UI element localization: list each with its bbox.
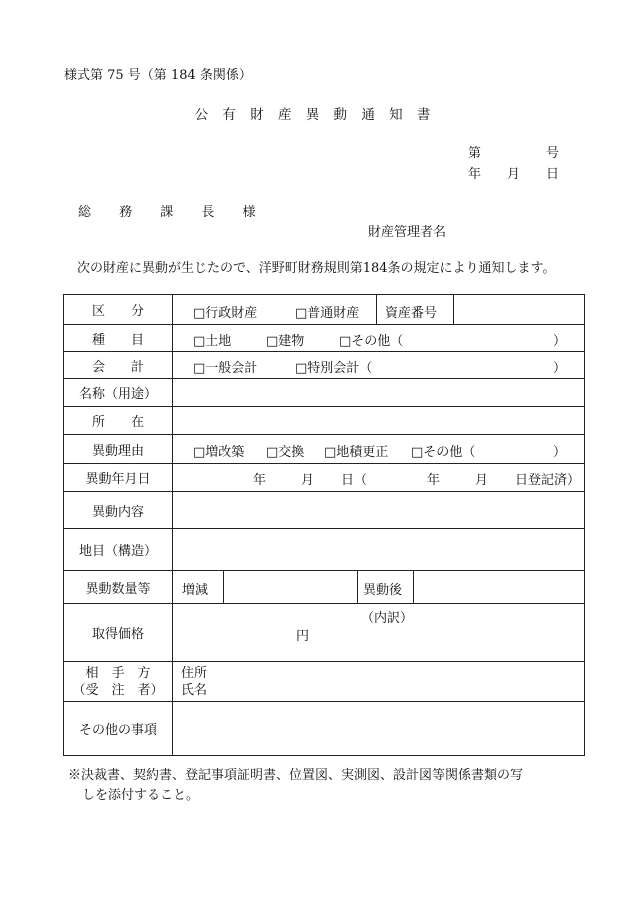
location-field[interactable]: [173, 407, 585, 435]
after-change-field[interactable]: [419, 573, 579, 601]
attachment-note-line2: しを添付すること。: [82, 788, 200, 803]
row-sonota: [64, 702, 585, 756]
breakdown-label: （内訳）: [361, 611, 414, 626]
label-kubun: 区 分: [64, 295, 173, 325]
attachment-note: [68, 766, 523, 806]
increase-decrease-field[interactable]: [229, 573, 351, 601]
document-number-line: 第 号: [468, 146, 560, 161]
row-naiyo: [64, 492, 585, 529]
checkbox-area-correction[interactable]: □地積更正: [324, 445, 389, 460]
date-day-label: 日（: [341, 473, 368, 488]
checkbox-general-property[interactable]: □普通財産: [295, 306, 360, 321]
counterparty-name-label: 氏名: [181, 682, 208, 698]
label-meisho: 名称（用途）: [64, 379, 173, 407]
counterparty-address-label: 住所: [181, 665, 208, 681]
document-title: 公 有 財 産 異 動 通 知 書: [194, 107, 436, 123]
row-meisho: [64, 379, 585, 407]
label-naiyo: 異動内容: [64, 492, 173, 529]
after-change-label: 異動後: [363, 583, 403, 598]
checkbox-administrative-property[interactable]: □行政財産: [193, 306, 258, 321]
label-aite-line2: （受 注 者）: [72, 682, 164, 698]
row-aite: [64, 662, 585, 702]
attachment-note-line1: ※決裁書、契約書、登記事項証明書、位置図、実測図、設計図等関係書類の写: [68, 768, 524, 783]
row-suryo: [64, 571, 585, 604]
form-number: 様式第 75 号（第 184 条関係）: [64, 68, 252, 83]
label-aite-line1: 相 手 方: [85, 665, 151, 681]
document-date-line: 年 月 日: [468, 167, 560, 182]
row-riyu: [64, 435, 585, 464]
asset-number-field[interactable]: [459, 297, 577, 322]
notification-form-table: [63, 294, 585, 756]
divider: [413, 571, 414, 603]
label-aite: [64, 662, 173, 702]
divider: [453, 295, 454, 324]
label-shozai: 所 在: [64, 407, 173, 435]
name-usage-field[interactable]: [173, 379, 585, 407]
label-kakaku: 取得価格: [64, 604, 173, 662]
paren-close: ）: [553, 334, 567, 349]
row-shumoku: [64, 325, 585, 352]
checkbox-special-account[interactable]: □特別会計（: [295, 361, 373, 376]
divider: [376, 295, 377, 324]
row-kaikei: [64, 352, 585, 379]
asset-number-label: 資産番号: [385, 306, 438, 321]
label-shumoku: 種 目: [64, 325, 173, 352]
checkbox-general-account[interactable]: □一般会計: [193, 361, 258, 376]
land-category-field[interactable]: [173, 529, 585, 571]
row-date: [64, 464, 585, 492]
checkbox-other-reason[interactable]: □その他（: [411, 445, 476, 460]
row-kubun: [64, 295, 585, 325]
checkbox-other-type[interactable]: □その他（: [339, 334, 404, 349]
registration-month-label: 月: [475, 473, 489, 488]
registration-year-label: 年: [427, 473, 441, 488]
registration-complete-label: 日登記済）: [515, 473, 581, 488]
checkbox-building[interactable]: □建物: [266, 334, 305, 349]
label-suryo: 異動数量等: [64, 571, 173, 604]
checkbox-land[interactable]: □土地: [193, 334, 232, 349]
paren-close: ）: [553, 445, 567, 460]
recipient: 総 務 課 長 様: [78, 205, 268, 220]
intro-text: 次の財産に異動が生じたので、洋野町財務規則第184条の規定により通知します。: [64, 261, 556, 276]
paren-close: ）: [553, 361, 567, 376]
date-month-label: 月: [301, 473, 315, 488]
divider: [223, 571, 224, 603]
label-kaikei: 会 計: [64, 352, 173, 379]
property-manager-name: 財産管理者名: [368, 225, 447, 240]
row-kakaku: [64, 604, 585, 662]
checkbox-exchange[interactable]: □交換: [266, 445, 305, 460]
row-chimoku: [64, 529, 585, 571]
label-riyu: 異動理由: [64, 435, 173, 464]
yen-unit: 円: [296, 629, 310, 644]
label-chimoku: 地目（構造）: [64, 529, 173, 571]
divider: [357, 571, 358, 603]
increase-decrease-label: 増減: [182, 583, 209, 598]
row-shozai: [64, 407, 585, 435]
label-sonota: その他の事項: [64, 702, 173, 756]
checkbox-renovation[interactable]: □増改築: [193, 445, 245, 460]
date-year-label: 年: [253, 473, 267, 488]
other-matters-field[interactable]: [173, 702, 585, 756]
label-date: 異動年月日: [64, 464, 173, 492]
change-content-field[interactable]: [173, 492, 585, 529]
